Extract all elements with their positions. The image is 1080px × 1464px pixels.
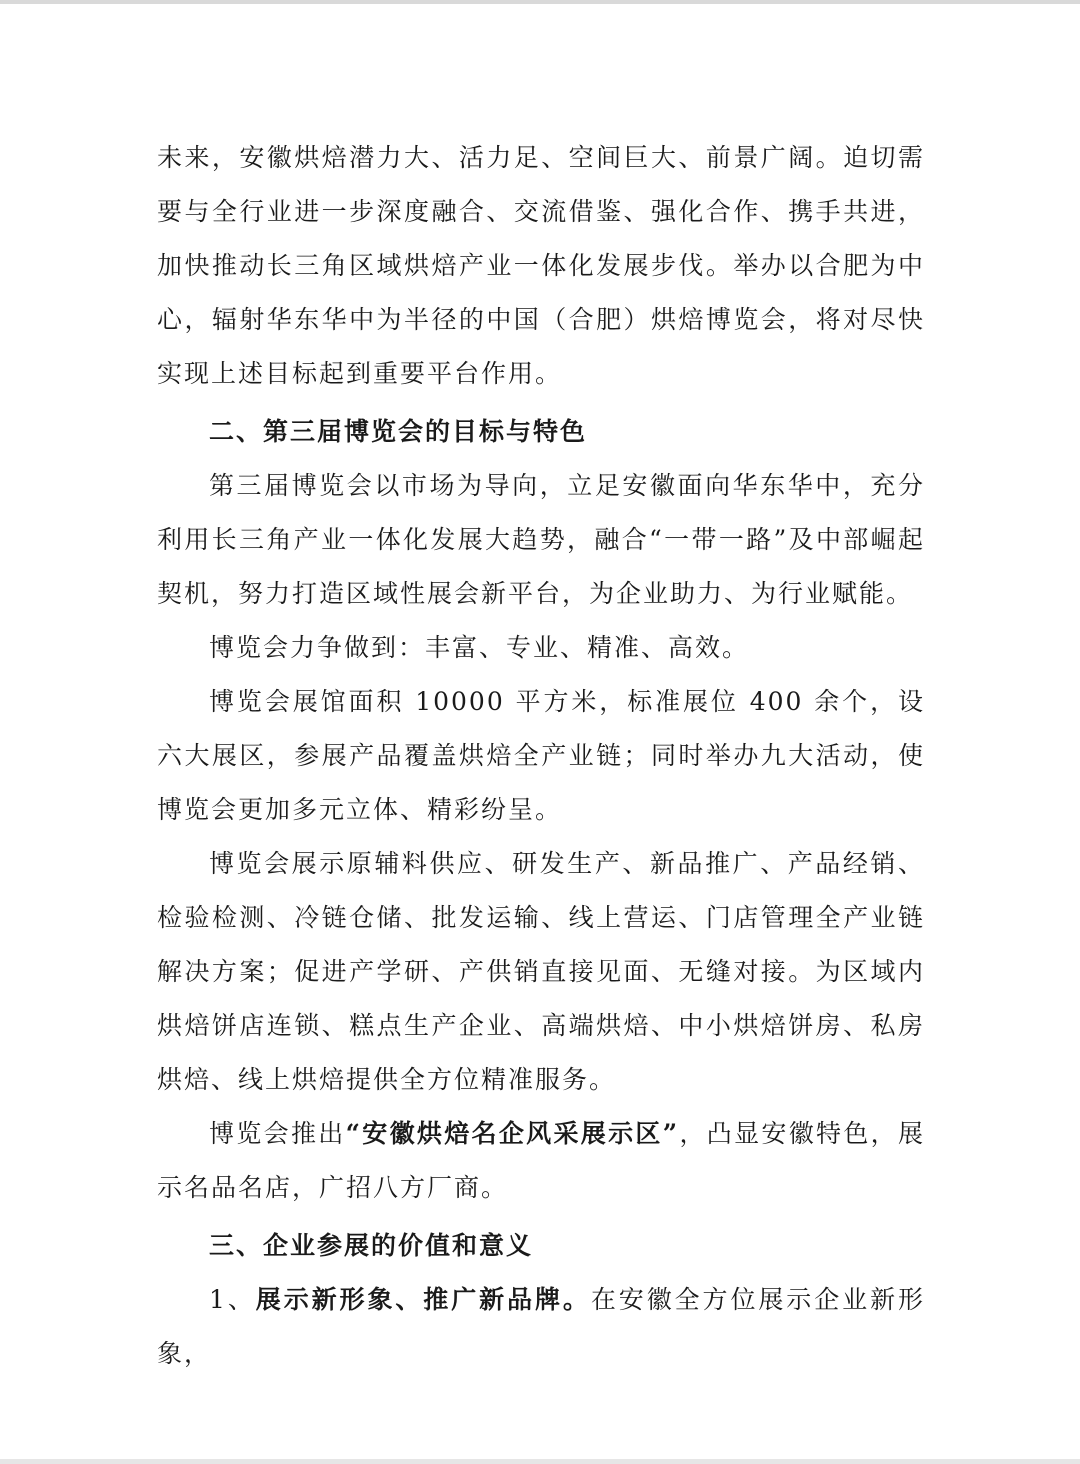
section-3-item-1	[157, 1273, 925, 1381]
section-2-paragraph-3: 博览会展馆面积 10000 平方米，标准展位 400 余个，设六大展区，参展产品覆盖烘焙全产业链；同时举办九大活动，使博览会更加多元立体、精彩纷呈。	[157, 687, 925, 824]
intro-paragraph: 未来，安徽烘焙潜力大、活力足、空间巨大、前景广阔。迫切需要与全行业进一步深度融合、交流借鉴、强化合作、携手共进，加快推动长三角区域烘焙产业一体化发展步伐。举办以合肥为中心，辐射华东华中为半径的中国（合肥）烘焙博览会，将对尽快实现上述目标起到重要平台作用。	[157, 143, 925, 388]
p5-prefix: 博览会推出	[209, 1119, 346, 1148]
item-1-text: 在安徽全方位展示企业新形象，	[157, 1285, 925, 1368]
section-2-heading: 二、第三届博览会的目标与特色	[209, 417, 588, 446]
section-2-paragraph-1: 第三届博览会以市场为导向，立足安徽面向华东华中，充分利用长三角产业一体化发展大趋势，融合“一带一路”及中部崛起契机，努力打造区域性展会新平台，为企业助力、为行业赋能。	[157, 471, 925, 608]
p5-bold-phrase: “安徽烘焙名企风采展示区”	[345, 1119, 680, 1148]
item-1-number: 1、	[209, 1285, 256, 1314]
item-1-bold: 展示新形象、推广新品牌。	[255, 1285, 591, 1314]
page-bottom-edge	[0, 1459, 1080, 1464]
section-2-paragraph-5	[157, 1107, 925, 1215]
p5-suffix: ，凸显安徽特色，展示名品名店，广招八方厂商。	[157, 1119, 925, 1202]
document-page	[157, 131, 925, 1381]
section-2-paragraph-2: 博览会力争做到：丰富、专业、精准、高效。	[209, 633, 750, 662]
section-2-paragraph-4: 博览会展示原辅料供应、研发生产、新品推广、产品经销、检验检测、冷链仓储、批发运输、线上营运、门店管理全产业链解决方案；促进产学研、产供销直接见面、无缝对接。为区域内烘焙饼店连锁、糕点生产企业、高端烘焙、中小烘焙饼房、私房烘焙、线上烘焙提供全方位精准服务。	[157, 849, 925, 1094]
page-top-edge	[0, 0, 1080, 4]
section-3-heading: 三、企业参展的价值和意义	[209, 1231, 534, 1260]
